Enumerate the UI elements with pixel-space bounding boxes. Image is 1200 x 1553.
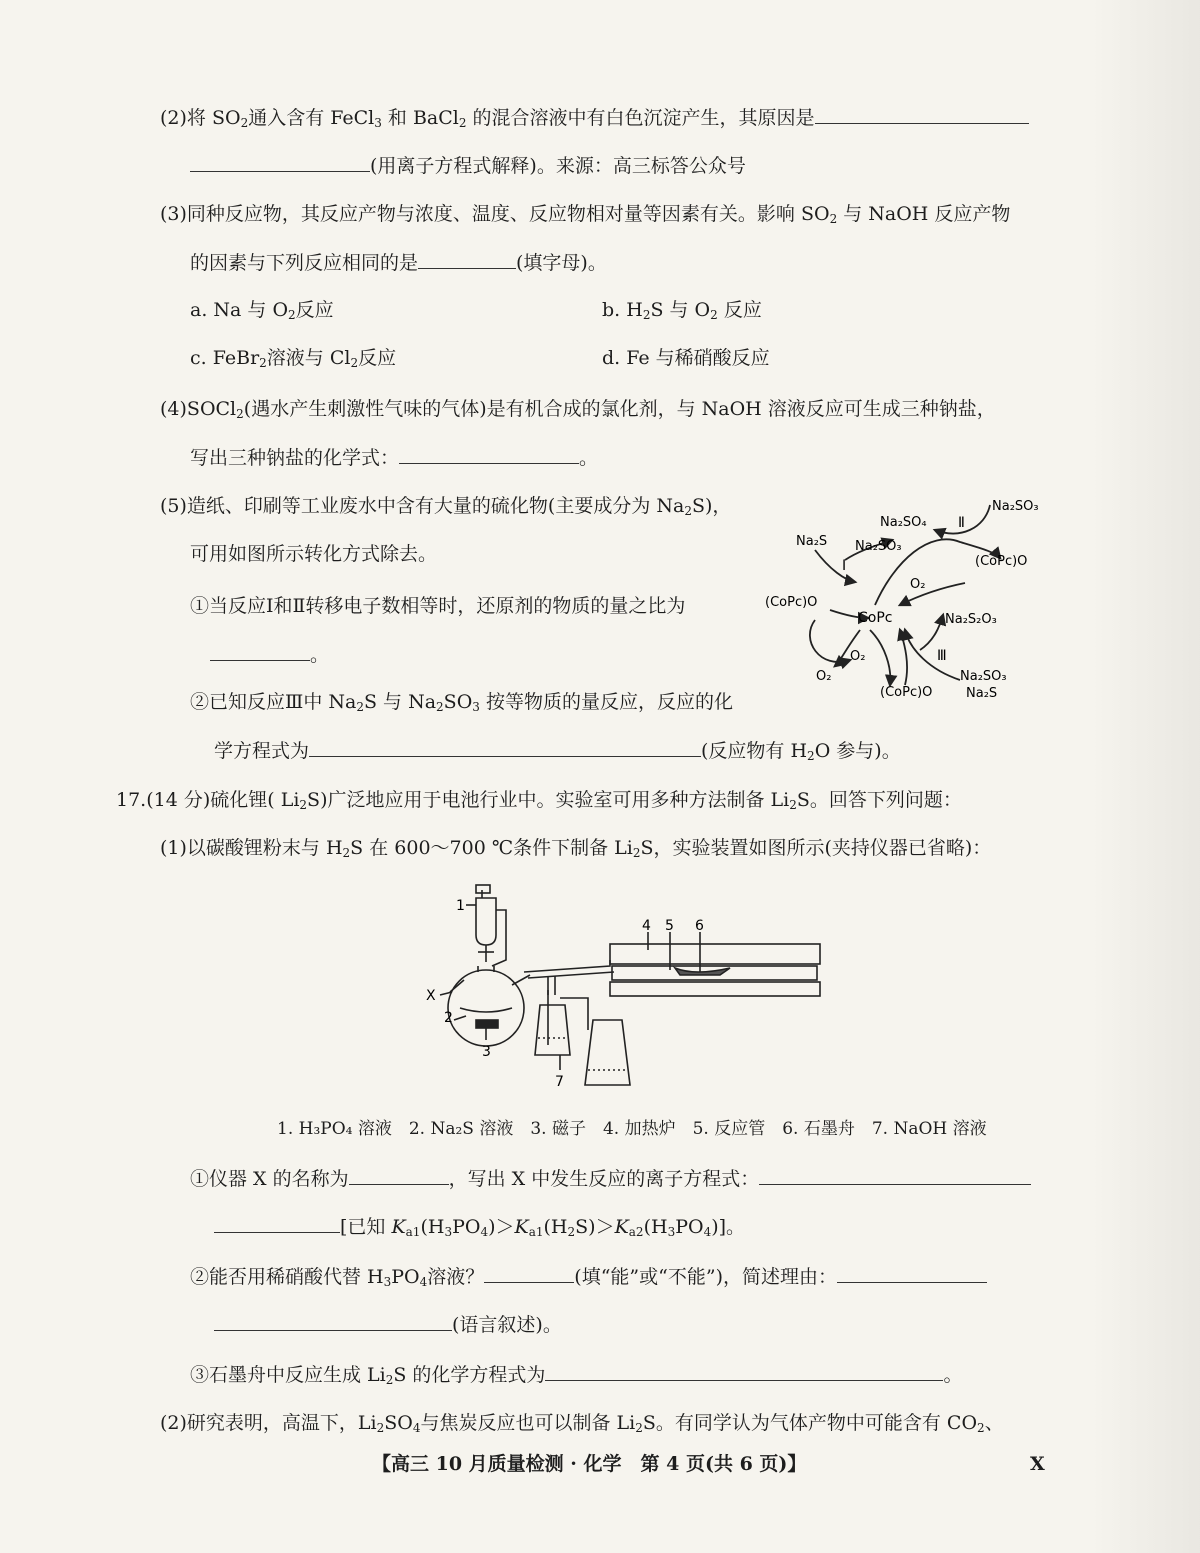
answer-blank[interactable] bbox=[214, 1310, 452, 1331]
q17-s2-line1: ②能否用稀硝酸代替 $H_3PO_4$溶液？ (填“能”或“不能”)，简述理由： bbox=[190, 1262, 987, 1296]
q16-p3-line2: 的因素与下列反应相同的是 (填字母)。 bbox=[190, 248, 607, 277]
answer-blank[interactable] bbox=[484, 1262, 574, 1283]
apparatus-label: X bbox=[426, 988, 436, 1004]
q16-p4-line1: (4)SOCl$_2$(遇水产生刺激性气味的气体)是有机合成的氯化剂，与 NaOH 溶液反应可生成三种钠盐， bbox=[160, 398, 996, 421]
page-footer: 【高三 10 月质量检测 · 化学 第 4 页(共 6 页)】 bbox=[372, 1453, 807, 1475]
q16-p5-sub1-answer: 。 bbox=[210, 640, 329, 669]
answer-blank[interactable] bbox=[214, 1212, 340, 1233]
cycle-label: Ⅰ bbox=[842, 558, 847, 574]
q16-p2-line1: (2)将 $SO_2$通入含有 FeCl$_3$ 和 BaCl$_2$ 的混合溶液中有白色沉淀产生，其原因是 bbox=[160, 103, 1029, 137]
cycle-label: Na₂SO₃ bbox=[992, 499, 1039, 514]
option-a: a. Na 与 $O_2$反应 bbox=[190, 299, 334, 322]
q17-s1-line2: [已知 $K_{a1}(H_3PO_4)>K_{a1}(H_2S)>K_{a2}(H_3PO_4)$]。 bbox=[214, 1212, 745, 1246]
cycle-label: Ⅱ bbox=[958, 515, 965, 531]
q17-header: 17.(14 分)硫化锂( $Li_2S$)广泛地应用于电池行业中。实验室可用多种方法制备 $Li_2S$。回答下列问题： bbox=[116, 789, 962, 812]
cobalt-cycle-diagram bbox=[760, 480, 1060, 710]
option-c: c. FeBr$_2$溶液与 $Cl_2$反应 bbox=[190, 347, 397, 370]
apparatus-label: 1 bbox=[456, 898, 465, 914]
q16-p3-line1: (3)同种反应物，其反应产物与浓度、温度、反应物相对量等因素有关。影响 $SO_2$ 与 NaOH 反应产物 bbox=[160, 203, 1011, 226]
answer-blank[interactable] bbox=[190, 151, 370, 172]
q17-p2: (2)研究表明，高温下，$Li_2SO_4$与焦炭反应也可以制备 $Li_2S$。有同学认为气体产物中可能含有 $CO_2$、 bbox=[160, 1412, 1004, 1435]
cycle-label: (CoPc)O bbox=[880, 685, 933, 700]
apparatus-label: 4 bbox=[642, 918, 651, 934]
apparatus-label: 5 bbox=[665, 918, 674, 934]
cycle-center: CoPc bbox=[858, 610, 893, 626]
q16-p5-sub2-line2: 学方程式为 (反应物有 $H_2O$ 参与)。 bbox=[214, 736, 901, 770]
apparatus-caption: 1. H₃PO₄ 溶液 2. Na₂S 溶液 3. 磁子 4. 加热炉 5. 反应管 6. 石墨舟 7. NaOH 溶液 bbox=[277, 1119, 987, 1139]
option-b: b. $H_2S$ 与 $O_2$ 反应 bbox=[602, 299, 762, 322]
scan-shadow bbox=[1090, 0, 1200, 1553]
cycle-label: (CoPc)O bbox=[975, 554, 1028, 569]
cycle-label: O₂ bbox=[816, 669, 832, 684]
cycle-label: Na₂SO₃ bbox=[960, 669, 1007, 684]
q17-s1-line1: ①仪器 X 的名称为 ，写出 X 中发生反应的离子方程式： bbox=[190, 1164, 1031, 1193]
answer-blank[interactable] bbox=[210, 640, 310, 661]
apparatus-label: 6 bbox=[695, 918, 704, 934]
option-d: d. Fe 与稀硝酸反应 bbox=[602, 347, 770, 369]
answer-blank[interactable] bbox=[759, 1164, 1031, 1185]
answer-blank[interactable] bbox=[399, 443, 579, 464]
cycle-label: Na₂SO₃ bbox=[855, 539, 902, 554]
q16-p5-sub1: ①当反应Ⅰ和Ⅱ转移电子数相等时，还原剂的物质的量之比为 bbox=[190, 595, 686, 617]
cycle-label: (CoPc)O bbox=[765, 595, 818, 610]
cycle-label: Na₂S bbox=[966, 686, 998, 701]
answer-blank[interactable] bbox=[418, 248, 516, 269]
apparatus-label: 7 bbox=[555, 1074, 564, 1090]
q16-p4-line2: 写出三种钠盐的化学式： 。 bbox=[190, 443, 598, 472]
q17-s3: ③石墨舟中反应生成 $Li_2S$ 的化学方程式为 。 bbox=[190, 1360, 962, 1394]
cycle-label: Na₂S bbox=[796, 534, 828, 549]
paper-mark: X bbox=[1030, 1453, 1045, 1475]
answer-blank[interactable] bbox=[837, 1262, 987, 1283]
source-note: 来源：高三标答公众号 bbox=[555, 155, 746, 177]
q16-p5-line1: (5)造纸、印刷等工业废水中含有大量的硫化物(主要成分为 $Na_2S$)， bbox=[160, 495, 732, 518]
cycle-label: Na₂SO₄ bbox=[880, 515, 927, 530]
cycle-label: Na₂S₂O₃ bbox=[945, 612, 997, 627]
answer-blank[interactable] bbox=[815, 103, 1029, 124]
apparatus-label: 3 bbox=[482, 1044, 491, 1060]
answer-blank[interactable] bbox=[349, 1164, 449, 1185]
q17-s2-line2: (语言叙述)。 bbox=[214, 1310, 562, 1339]
apparatus-label: 2 bbox=[444, 1010, 453, 1026]
answer-blank[interactable] bbox=[545, 1360, 943, 1381]
q17-p1: (1)以碳酸锂粉末与 $H_2S$ 在 600～700 ℃条件下制备 $Li_2S$，实验装置如图所示(夹持仪器已省略)： bbox=[160, 837, 992, 860]
apparatus-diagram bbox=[420, 880, 840, 1105]
q16-p2-line2: (用离子方程式解释)。来源：高三标答公众号 bbox=[190, 151, 746, 180]
cycle-label: O₂ bbox=[850, 649, 866, 664]
cycle-label: Ⅲ bbox=[937, 648, 947, 664]
cycle-label: O₂ bbox=[910, 577, 926, 592]
q16-p5-line2: 可用如图所示转化方式除去。 bbox=[190, 543, 438, 565]
q16-p5-sub2-line1: ②已知反应Ⅲ中 $Na_2S$ 与 $Na_2SO_3$ 按等物质的量反应，反应的化 bbox=[190, 691, 733, 714]
answer-blank[interactable] bbox=[309, 736, 701, 757]
